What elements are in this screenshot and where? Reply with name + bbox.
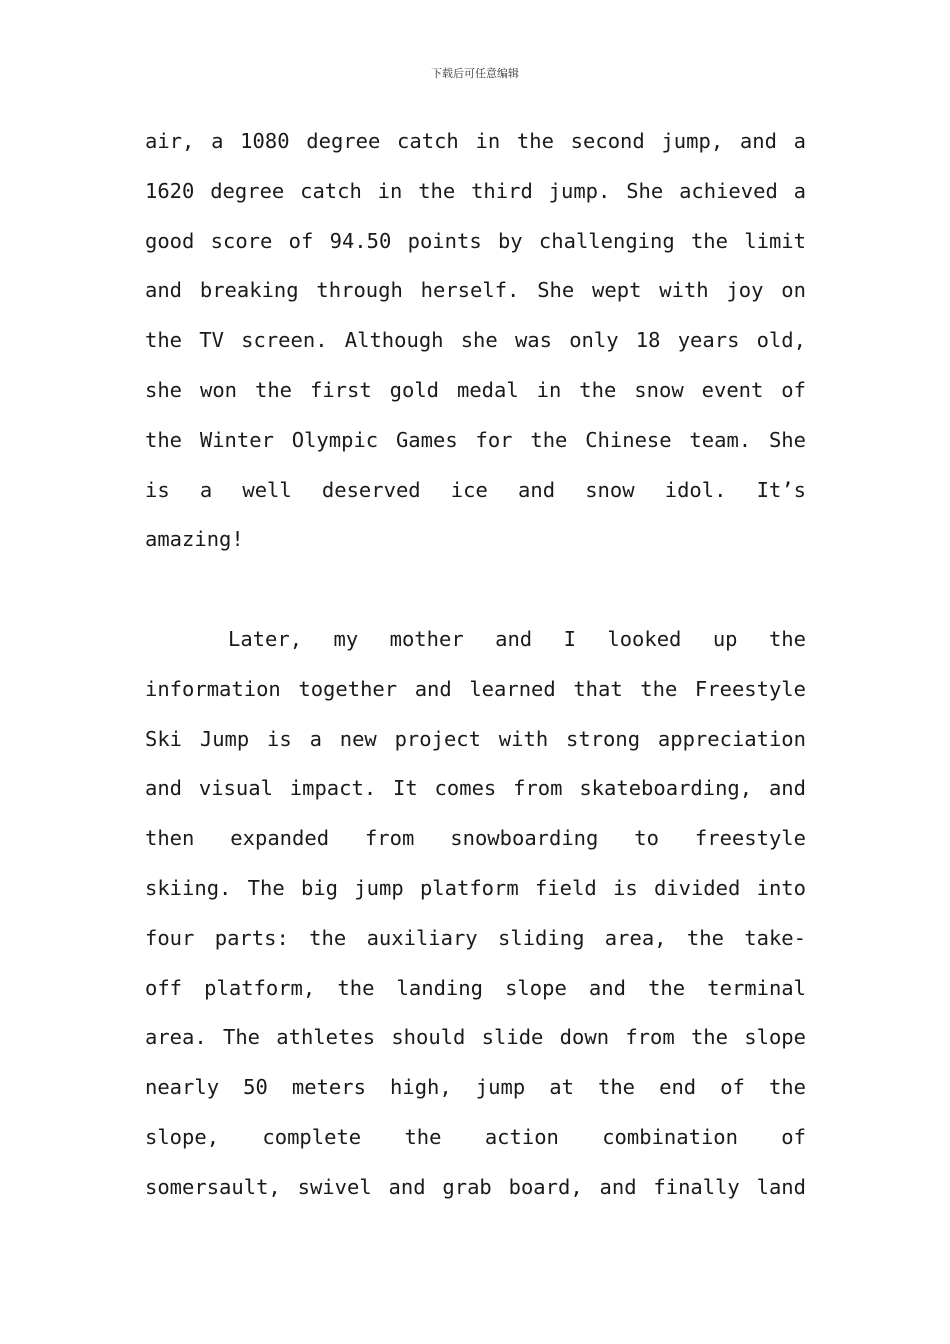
text-line: and visual impact. It comes from skateboarding, and (145, 776, 806, 801)
text-line: amazing! (145, 527, 244, 552)
text-line: Ski Jump is a new project with strong appreciation (145, 726, 806, 751)
paragraph (145, 624, 806, 1222)
text-line: information together and learned that the Freestyle (145, 676, 806, 701)
text-line: somersault, swivel and grab board, and finally land (145, 1174, 806, 1199)
text-line: 1620 degree catch in the third jump. She achieved a (145, 178, 806, 203)
text-line: off platform, the landing slope and the terminal (145, 975, 806, 1000)
text-line: air, a 1080 degree catch in the second jump, and a (145, 129, 806, 153)
page-header (0, 66, 950, 82)
text-line: the TV screen. Although she was only 18 years old, (145, 328, 806, 353)
text-line: Later, my mother and I looked up the (228, 626, 806, 651)
text-line: four parts: the auxiliary sliding area, the take- (145, 925, 806, 950)
document-body (145, 126, 806, 1222)
text-line: the Winter Olympic Games for the Chinese team. She (145, 427, 806, 452)
text-line: and breaking through herself. She wept with joy on (145, 278, 806, 303)
text-line: nearly 50 meters high, jump at the end of the (145, 1075, 806, 1100)
text-line: skiing. The big jump platform field is divided into (145, 875, 806, 900)
text-line: slope, complete the action combination of (145, 1124, 806, 1149)
page-header-note: 下载后可任意编辑 (431, 67, 519, 80)
text-line: good score of 94.50 points by challenging the limit (145, 228, 806, 253)
text-line: is a well deserved ice and snow idol. It’s (145, 477, 806, 502)
paragraph (145, 126, 806, 574)
paragraph-gap (145, 574, 806, 624)
text-line: then expanded from snowboarding to freestyle (145, 826, 806, 851)
text-line: area. The athletes should slide down from the slope (145, 1025, 806, 1050)
text-line: she won the first gold medal in the snow event of (145, 377, 806, 402)
